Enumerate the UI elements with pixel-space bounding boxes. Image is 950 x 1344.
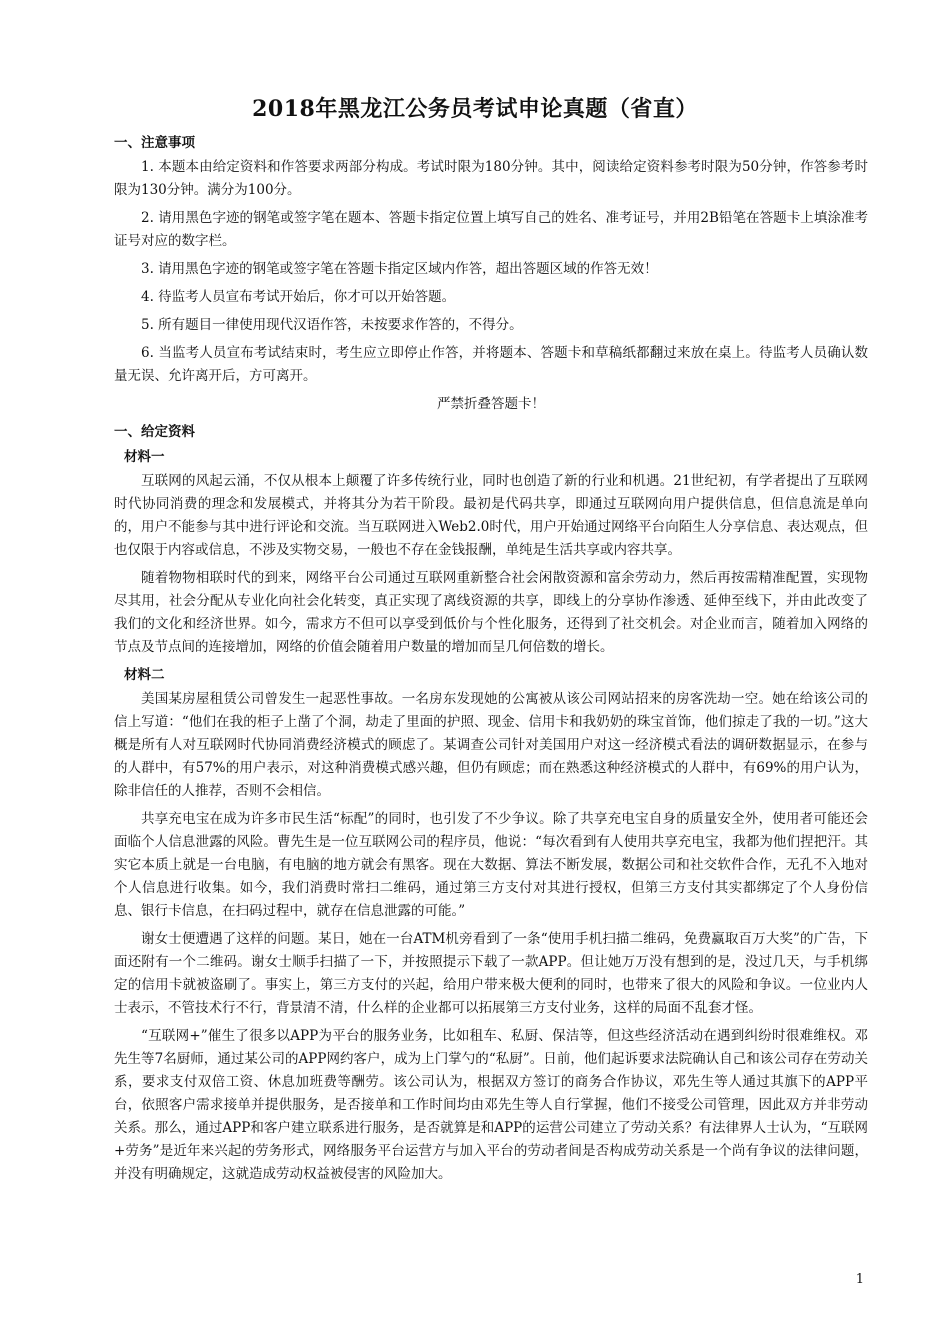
note-item: 6. 当监考人员宣布考试结束时，考生应立即停止作答，并将题本、答题卡和草稿纸都翻过来放在桌上。待监考人员确认数量无误、允许离开后，方可离开。 — [114, 345, 868, 384]
note-item: 2. 请用黑色字迹的钢笔或签字笔在题本、答题卡指定位置上填写自己的姓名、准考证号，并用2B铅笔在答题卡上填涂准考证号对应的数字栏。 — [114, 210, 868, 249]
material2-heading: 材料二 — [124, 667, 165, 683]
page-number: 1 — [855, 1272, 864, 1287]
document-title: 2018年黑龙江公务员考试申论真题（省直） — [252, 96, 698, 122]
note-item: 5. 所有题目一律使用现代汉语作答，未按要求作答的，不得分。 — [141, 317, 523, 333]
material1-paragraph: 互联网的风起云涌，不仅从根本上颠覆了许多传统行业，同时也创造了新的行业和机遇。21世纪初，有学者提出了互联网时代协同消费的理念和发展模式，并将其分为若干阶段。最初是代码共享，即通过互联网向用户提供信息，但信息流是单向的，用户不能参与其中进行评论和交流。当互联网进入Web2.0时代，用户开始通过网络平台向陌生人分享信息、表达观点，但也仅限于内容或信息，不涉及实物交易，一般也不存在金钱报酬，单纯是生活共享或内容共享。 — [114, 473, 868, 558]
note-item: 4. 待监考人员宣布考试开始后，你才可以开始答题。 — [141, 289, 456, 305]
document-body — [114, 132, 868, 1191]
material1-paragraph: 随着物物相联时代的到来，网络平台公司通过互联网重新整合社会闲散资源和富余劳动力，然后再按需精准配置，实现物尽其用，社会分配从专业化向社会化转变，真正实现了离线资源的共享，即线上的分享协作渗透、延伸至线下，并由此改变了我们的文化和经济世界。如今，需求方不但可以享受到低价与个性化服务，还得到了社交机会。对企业而言，随着加入网络的节点及节点间的连接增加，网络的价值会随着用户数量的增加而呈几何倍数的增长。 — [114, 570, 868, 655]
material1-heading: 材料一 — [124, 449, 165, 465]
warning-text: 严禁折叠答题卡！ — [437, 396, 545, 412]
note-item: 1. 本题本由给定资料和作答要求两部分构成。考试时限为180分钟。其中，阅读给定资料参考时限为50分钟，作答参考时限为130分钟。满分为100分。 — [114, 159, 868, 198]
material2-paragraph: 共享充电宝在成为许多市民生活“标配”的同时，也引发了不少争议。除了共享充电宝自身的质量安全外，使用者可能还会面临个人信息泄露的风险。曹先生是一位互联网公司的程序员，他说：“每次看到有人使用共享充电宝，我都为他们捏把汗。其实它本质上就是一台电脑，有电脑的地方就会有黑客。现在大数据、算法不断发展，数据公司和社交软件合作，无孔不入地对个人信息进行收集。如今，我们消费时常扫二维码，通过第三方支付对其进行授权，但第三方支付其实都绑定了个人身份信息、银行卡信息，在扫码过程中，就存在信息泄露的可能。” — [114, 811, 868, 919]
section-heading-notes: 一、注意事项 — [114, 135, 195, 151]
material2-paragraph: 谢女士便遭遇了这样的问题。某日，她在一台ATM机旁看到了一条“使用手机扫描二维码，免费赢取百万大奖”的广告，下面还附有一个二维码。谢女士顺手扫描了一下，并按照提示下载了一款APP。但让她万万没有想到的是，没过几天，与手机绑定的信用卡就被盗刷了。事实上，第三方支付的兴起，给用户带来极大便利的同时，也带来了很大的风险和争议。一位业内人士表示，不管技术行不行，背景清不清，什么样的企业都可以拓展第三方支付业务，这样的局面不乱套才怪。 — [114, 931, 868, 1016]
note-item: 3. 请用黑色字迹的钢笔或签字笔在答题卡指定区域内作答，超出答题区域的作答无效！ — [141, 261, 658, 277]
section-heading-materials: 一、给定资料 — [114, 424, 195, 440]
material2-paragraph: “互联网+”催生了很多以APP为平台的服务业务，比如租车、私厨、保洁等，但这些经济活动在遇到纠纷时很难维权。邓先生等7名厨师，通过某公司的APP网约客户，成为上门掌勺的“私厨”。日前，他们起诉要求法院确认自己和该公司存在劳动关系，要求支付双倍工资、休息加班费等酬劳。该公司认为，根据双方签订的商务合作协议，邓先生等人通过其旗下的APP平台，依照客户需求接单并提供服务，是否接单和工作时间均由邓先生等人自行掌握，他们不接受公司管理，因此双方并非劳动关系。那么，通过APP和客户建立联系进行服务，是否就算是和APP的运营公司建立了劳动关系？有法律界人士认为，“互联网+劳务”是近年来兴起的劳务形式，网络服务平台运营方与加入平台的劳动者间是否构成劳动关系是一个尚有争议的法律问题，并没有明确规定，这就造成劳动权益被侵害的风险加大。 — [114, 1028, 868, 1182]
material2-paragraph: 美国某房屋租赁公司曾发生一起恶性事故。一名房东发现她的公寓被从该公司网站招来的房客洗劫一空。她在给该公司的信上写道：“他们在我的柜子上凿了个洞，劫走了里面的护照、现金、信用卡和我奶奶的珠宝首饰，他们掠走了我的一切。”这大概是所有人对互联网时代协同消费经济模式的顾虑了。某调查公司针对美国用户对这一经济模式看法的调研数据显示，在参与的人群中，有57%的用户表示，对这种消费模式感兴趣，但仍有顾虑；而在熟悉这种经济模式的人群中，有69%的用户认为，除非信任的人推荐，否则不会相信。 — [114, 691, 868, 799]
